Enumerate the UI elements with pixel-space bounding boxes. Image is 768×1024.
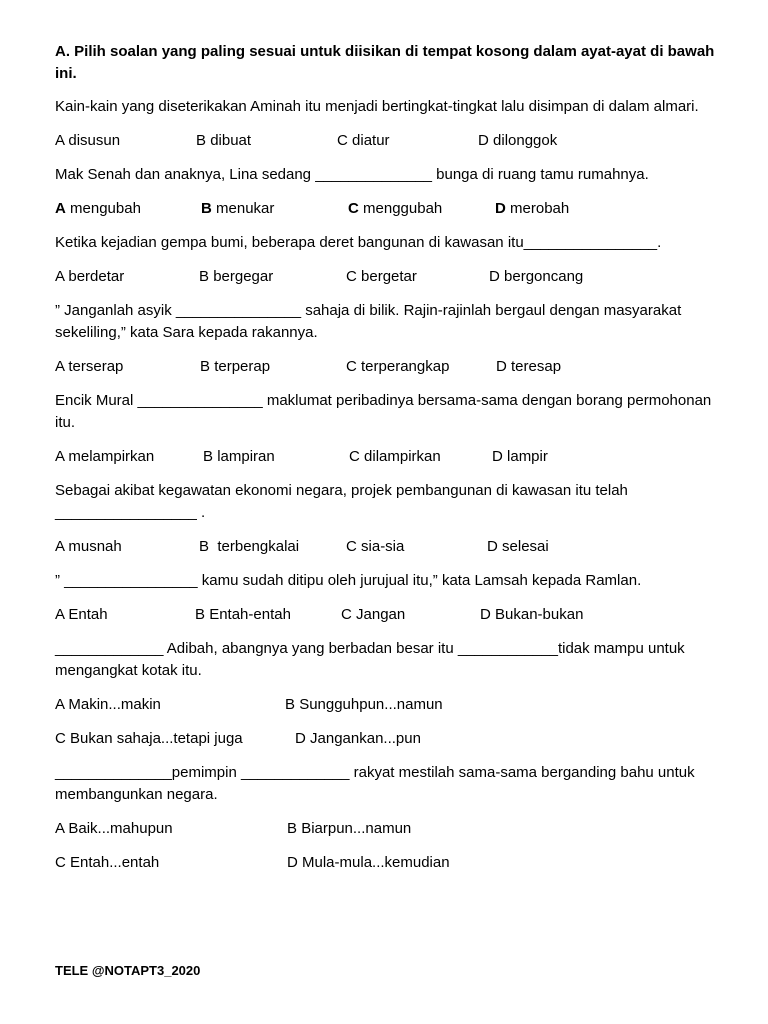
option-b: B Entah-entah <box>195 606 291 623</box>
option-a: A melampirkan <box>55 448 155 465</box>
option-d: D dilonggok <box>478 132 558 149</box>
option-d: D Bukan-bukan <box>480 606 584 623</box>
option-b: B lampiran <box>203 448 275 465</box>
question-7: ” ________________ kamu sudah ditipu oleh jurujual itu,” kata Lamsah kepada Ramlan. <box>55 572 642 589</box>
options-9-row-1 <box>55 818 715 840</box>
options-5 <box>55 446 715 468</box>
option-c: C dilampirkan <box>349 448 441 465</box>
options-8-row-2 <box>55 728 715 750</box>
question-3: Ketika kejadian gempa bumi, beberapa deret bangunan di kawasan itu________________. <box>55 234 662 251</box>
option-b: B menukar <box>201 200 275 217</box>
options-8-row-1 <box>55 694 715 716</box>
option-b: B terperap <box>200 358 271 375</box>
option-b: B terbengkalai <box>199 538 300 555</box>
option-b: B Biarpun...namun <box>287 820 412 837</box>
question-8: _____________ Adibah, abangnya yang berbadan besar itu ____________tidak mampu untuk mengangkat kotak itu. <box>55 640 685 679</box>
option-a: A Entah <box>55 606 108 623</box>
section-heading: A. Pilih soalan yang paling sesuai untuk diisikan di tempat kosong dalam ayat-ayat di bawah ini. <box>55 43 715 82</box>
options-3 <box>55 266 715 288</box>
option-d: D merobah <box>495 200 570 217</box>
option-c: C Entah...entah <box>55 854 160 871</box>
option-a: A musnah <box>55 538 122 555</box>
option-a: A mengubah <box>55 200 141 217</box>
option-a: A disusun <box>55 132 121 149</box>
option-a: A terserap <box>55 358 124 375</box>
option-c: C bergetar <box>346 268 417 285</box>
option-c: C Bukan sahaja...tetapi juga <box>55 730 243 747</box>
question-4: ” Janganlah asyik _______________ sahaja di bilik. Rajin-rajinlah bergaul dengan masyarakat sekeliling,” kata Sara kepada rakannya. <box>55 302 682 341</box>
option-b: B Sungguhpun...namun <box>285 696 443 713</box>
question-5: Encik Mural _______________ maklumat peribadinya bersama-sama dengan borang permohonan itu. <box>55 392 712 431</box>
option-d: D Jangankan...pun <box>295 730 421 747</box>
question-2: Mak Senah dan anaknya, Lina sedang ______________ bunga di ruang tamu rumahnya. <box>55 166 649 183</box>
question-6: Sebagai akibat kegawatan ekonomi negara, projek pembangunan di kawasan itu telah _________________ . <box>55 482 628 521</box>
options-7 <box>55 604 715 626</box>
option-a: A berdetar <box>55 268 125 285</box>
option-d: D teresap <box>496 358 562 375</box>
option-c: C menggubah <box>348 200 443 217</box>
option-d: D selesai <box>487 538 549 555</box>
option-a: A Baik...mahupun <box>55 820 173 837</box>
options-2 <box>55 198 715 220</box>
option-c: C Jangan <box>341 606 406 623</box>
option-b: B dibuat <box>196 132 252 149</box>
options-4 <box>55 356 715 378</box>
option-c: C terperangkap <box>346 358 450 375</box>
option-b: B bergegar <box>199 268 274 285</box>
question-1: Kain-kain yang diseterikakan Aminah itu menjadi bertingkat-tingkat lalu disimpan di dalam almari. <box>55 98 699 115</box>
option-a: A Makin...makin <box>55 696 161 713</box>
option-d: D bergoncang <box>489 268 584 285</box>
option-c: C sia-sia <box>346 538 405 555</box>
option-d: D Mula-mula...kemudian <box>287 854 450 871</box>
footer-telegram-handle: TELE @NOTAPT3_2020 <box>55 963 201 978</box>
options-6 <box>55 536 715 558</box>
worksheet <box>55 41 715 886</box>
options-1 <box>55 130 715 152</box>
option-d: D lampir <box>492 448 548 465</box>
option-c: C diatur <box>337 132 390 149</box>
options-9-row-2 <box>55 852 715 874</box>
question-9: ______________pemimpin _____________ rakyat mestilah sama-sama berganding bahu untuk membangunkan negara. <box>55 764 695 803</box>
